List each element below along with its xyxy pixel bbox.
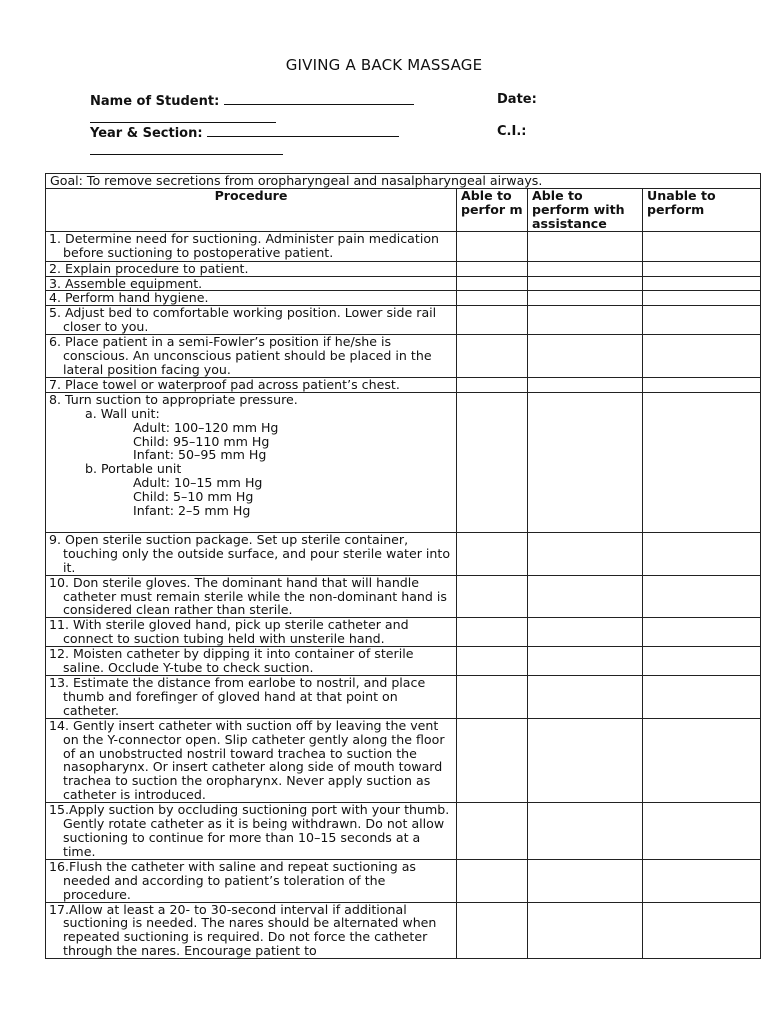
wall-unit-label: a. Wall unit: <box>85 405 160 421</box>
procedure-header: Procedure <box>46 188 457 231</box>
step-text: 12. Moisten catheter by dipping it into container of sterile saline. Occlude Y-tube to check suction. <box>46 647 457 676</box>
assist-cell[interactable] <box>528 618 643 647</box>
able-cell[interactable] <box>457 261 528 276</box>
step-text: 9. Open sterile suction package. Set up sterile container, touching only the outside surface, and pour sterile water into it. <box>46 532 457 575</box>
page-title: GIVING A BACK MASSAGE <box>285 56 483 74</box>
table-row <box>46 618 761 647</box>
able-cell[interactable] <box>457 291 528 306</box>
table-row <box>46 575 761 618</box>
unable-cell[interactable] <box>643 902 761 959</box>
assist-cell[interactable] <box>528 335 643 378</box>
table-row <box>46 532 761 575</box>
table-row <box>46 902 761 959</box>
goal-row <box>46 174 761 189</box>
step-text: 6. Place patient in a semi-Fowler’s position if he/she is conscious. An unconscious patient should be placed in the lateral position facing you. <box>46 335 457 378</box>
able-cell[interactable] <box>457 335 528 378</box>
table-row <box>46 276 761 291</box>
able-cell[interactable] <box>457 647 528 676</box>
able-cell[interactable] <box>457 618 528 647</box>
able-cell[interactable] <box>457 306 528 335</box>
able-cell[interactable] <box>457 532 528 575</box>
unable-cell[interactable] <box>643 306 761 335</box>
step-text: 3. Assemble equipment. <box>46 276 457 291</box>
portable-child: Child: 5–10 mm Hg <box>133 489 254 505</box>
able-cell[interactable] <box>457 377 528 392</box>
assist-cell[interactable] <box>528 377 643 392</box>
unable-cell[interactable] <box>643 618 761 647</box>
student-name-line <box>224 92 414 105</box>
ci-label: C.I.: <box>497 124 527 139</box>
portable-infant: Infant: 2–5 mm Hg <box>133 503 251 519</box>
step-text: 13. Estimate the distance from earlobe to nostril, and place thumb and forefinger of gloved hand at that point on catheter. <box>46 676 457 719</box>
unable-cell[interactable] <box>643 377 761 392</box>
assist-cell[interactable] <box>528 261 643 276</box>
step-text: 14. Gently insert catheter with suction off by leaving the vent on the Y-connector open. Slip catheter gently along the floor of an unobstructed nostril toward trachea to suction the nasopharynx. Or insert catheter along side of mouth toward trachea to suction the oropharynx. Never apply suction as catheter is introduced. <box>46 718 457 802</box>
able-header: Able to perfor m <box>457 188 528 231</box>
table-row <box>46 392 761 532</box>
year-section-field[interactable] <box>90 124 399 141</box>
table-row <box>46 718 761 802</box>
year-section-line <box>207 124 399 137</box>
assist-cell[interactable] <box>528 902 643 959</box>
assist-cell[interactable] <box>528 803 643 860</box>
blank-line <box>90 110 276 123</box>
step-8-cell <box>46 392 457 532</box>
able-cell[interactable] <box>457 718 528 802</box>
assist-cell[interactable] <box>528 647 643 676</box>
assist-cell[interactable] <box>528 859 643 902</box>
assist-cell[interactable] <box>528 532 643 575</box>
step-text: 5. Adjust bed to comfortable working position. Lower side rail closer to you. <box>46 306 457 335</box>
table-row <box>46 676 761 719</box>
date-label: Date: <box>497 92 537 107</box>
step-text: 2. Explain procedure to patient. <box>46 261 457 276</box>
header-row <box>46 188 761 231</box>
step-text: 15.Apply suction by occluding suctioning port with your thumb. Gently rotate catheter as it is being withdrawn. Do not allow suctioning to continue for more than 10–15 seconds at a time. <box>46 803 457 860</box>
unable-cell[interactable] <box>643 647 761 676</box>
goal-text: Goal: To remove secretions from oropharyngeal and nasalpharyngeal airways. <box>46 174 761 189</box>
unable-cell[interactable] <box>643 231 761 261</box>
wall-infant: Infant: 50–95 mm Hg <box>133 447 267 463</box>
step-text: 7. Place towel or waterproof pad across patient’s chest. <box>46 377 457 392</box>
unable-cell[interactable] <box>643 532 761 575</box>
unable-cell[interactable] <box>643 261 761 276</box>
year-section-label: Year & Section: <box>90 126 203 141</box>
unable-cell[interactable] <box>643 335 761 378</box>
assist-cell[interactable] <box>528 676 643 719</box>
assist-cell[interactable] <box>528 575 643 618</box>
able-cell[interactable] <box>457 902 528 959</box>
assist-cell[interactable] <box>528 231 643 261</box>
table-row <box>46 859 761 902</box>
wall-adult: Adult: 100–120 mm Hg <box>133 419 279 435</box>
student-name-field[interactable] <box>90 92 414 109</box>
step-text: 8. Turn suction to appropriate pressure. <box>49 391 298 407</box>
table-row <box>46 231 761 261</box>
table-row <box>46 261 761 276</box>
assist-header: Able to perform with assistance <box>528 188 643 231</box>
assist-cell[interactable] <box>528 291 643 306</box>
unable-cell[interactable] <box>643 291 761 306</box>
step-text: 1. Determine need for suctioning. Administer pain medication before suctioning to postoperative patient. <box>46 231 457 261</box>
assist-cell[interactable] <box>528 392 643 532</box>
year-section-line-continued <box>90 142 283 159</box>
unable-cell[interactable] <box>643 859 761 902</box>
table-row <box>46 335 761 378</box>
unable-cell[interactable] <box>643 392 761 532</box>
able-cell[interactable] <box>457 859 528 902</box>
able-cell[interactable] <box>457 803 528 860</box>
unable-cell[interactable] <box>643 676 761 719</box>
unable-header: Unable to perform <box>643 188 761 231</box>
unable-cell[interactable] <box>643 276 761 291</box>
assist-cell[interactable] <box>528 306 643 335</box>
blank-line <box>90 142 283 155</box>
assist-cell[interactable] <box>528 276 643 291</box>
able-cell[interactable] <box>457 276 528 291</box>
step-text: 16.Flush the catheter with saline and repeat suctioning as needed and according to patient’s toleration of the procedure. <box>46 859 457 902</box>
able-cell[interactable] <box>457 575 528 618</box>
portable-adult: Adult: 10–15 mm Hg <box>133 475 263 491</box>
table-row <box>46 306 761 335</box>
step-text: 17.Allow at least a 20- to 30-second interval if additional suctioning is needed. The nares should be alternated when repeated suctioning is required. Do not force the catheter through the nares. Encourage patient to <box>46 902 457 959</box>
unable-cell[interactable] <box>643 718 761 802</box>
table-row <box>46 647 761 676</box>
assist-cell[interactable] <box>528 718 643 802</box>
table-row <box>46 291 761 306</box>
table-row <box>46 803 761 860</box>
step-text: 11. With sterile gloved hand, pick up sterile catheter and connect to suction tubing held with unsterile hand. <box>46 618 457 647</box>
able-cell[interactable] <box>457 676 528 719</box>
procedure-checklist-table <box>45 173 761 959</box>
portable-unit-label: b. Portable unit <box>85 461 182 477</box>
able-cell[interactable] <box>457 392 528 532</box>
able-cell[interactable] <box>457 231 528 261</box>
step-text: 10. Don sterile gloves. The dominant hand that will handle catheter must remain sterile while the non-dominant hand is considered clean rather than sterile. <box>46 575 457 618</box>
table-row <box>46 377 761 392</box>
student-name-label: Name of Student: <box>90 94 220 109</box>
wall-child: Child: 95–110 mm Hg <box>133 433 270 449</box>
unable-cell[interactable] <box>643 575 761 618</box>
unable-cell[interactable] <box>643 803 761 860</box>
step-text: 4. Perform hand hygiene. <box>46 291 457 306</box>
